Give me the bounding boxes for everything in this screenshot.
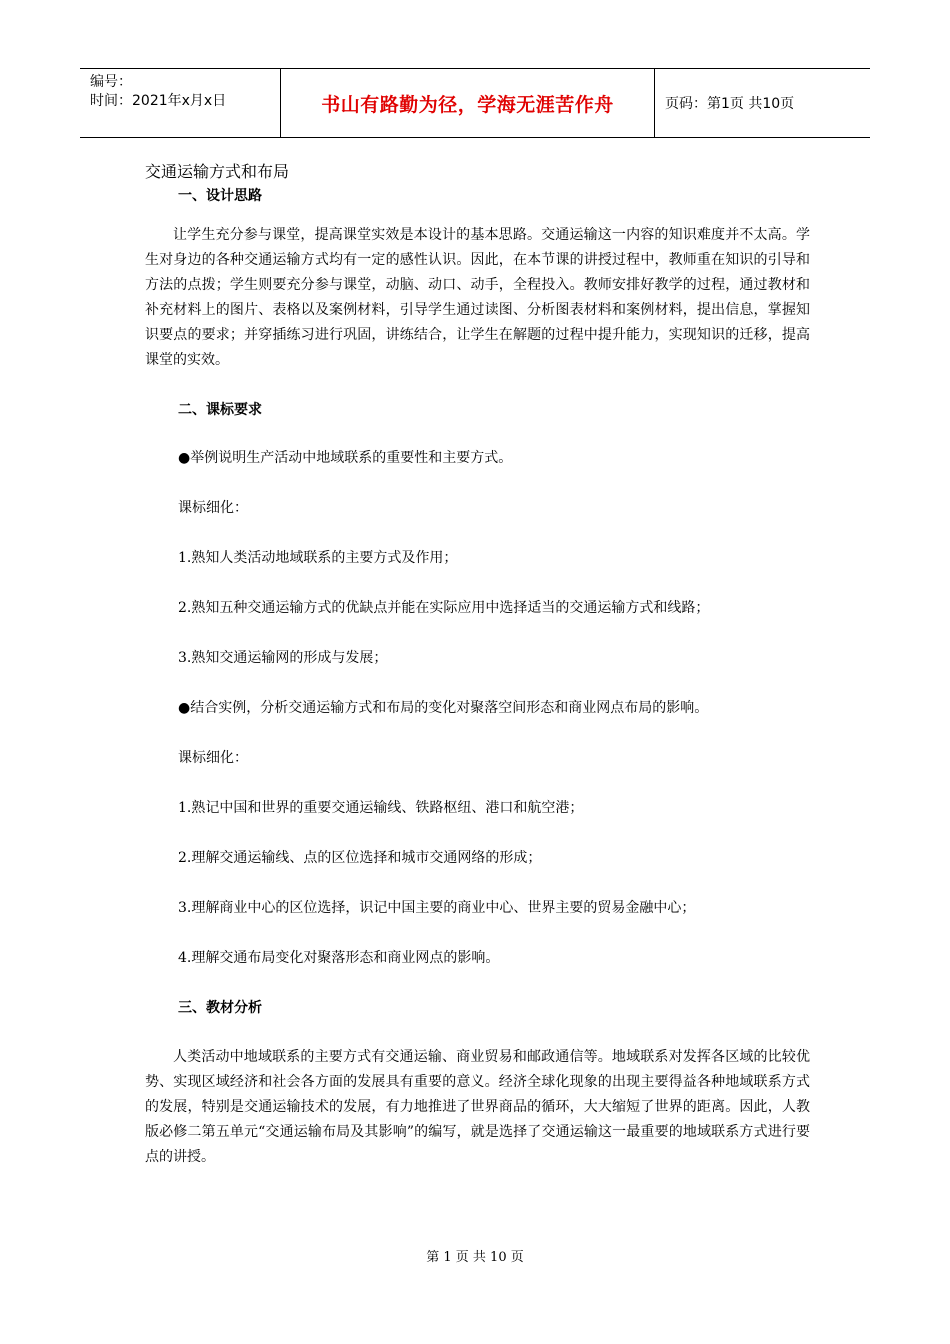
document-title: 交通运输方式和布局: [145, 162, 290, 181]
page-header: [80, 68, 870, 138]
detail-label-2: 课标细化：: [178, 750, 248, 766]
section-paragraph-textbook: 人类活动中地域联系的主要方式有交通运输、商业贸易和邮政通信等。地域联系对发挥各区域的比较优势、实现区域经济和社会各方面的发展具有重要的意义。经济全球化现象的出现主要得益各种地域联系方式的发展，特别是交通运输技术的发展，有力地推进了世界商品的循环，大大缩短了世界的距离。因此，人教版必修二第五单元“交通运输布局及其影响”的编写，就是选择了交通运输这一最重要的地域联系方式进行要点的讲授。: [145, 1049, 810, 1165]
list-item: 2.熟知五种交通运输方式的优缺点并能在实际应用中选择适当的交通运输方式和线路；: [178, 600, 710, 616]
list-item: 2.理解交通运输线、点的区位选择和城市交通网络的形成；: [178, 850, 542, 866]
header-page-info: [655, 69, 870, 137]
list-item: 1.熟知人类活动地域联系的主要方式及作用；: [178, 550, 458, 566]
standard-requirement-1: ●举例说明生产活动中地域联系的重要性和主要方式。: [178, 450, 513, 466]
list-item: 1.熟记中国和世界的重要交通运输线、铁路枢纽、港口和航空港；: [178, 800, 584, 816]
section-heading-standards: 二、课标要求: [178, 402, 262, 418]
header-motto: 书山有路勤为径，学海无涯苦作舟: [321, 93, 614, 116]
list-item: 4.理解交通布局变化对聚落形态和商业网点的影响。: [178, 950, 500, 966]
document-body: [145, 160, 810, 1170]
header-motto-cell: [280, 69, 655, 137]
page-counter: 页码：第1页 共10页: [665, 96, 795, 112]
detail-label-1: 课标细化：: [178, 500, 248, 516]
document-date: 时间：2021年x月x日: [90, 93, 227, 109]
section-paragraph-design: 让学生充分参与课堂，提高课堂实效是本设计的基本思路。交通运输这一内容的知识难度并不太高。学生对身边的各种交通运输方式均有一定的感性认识。因此，在本节课的讲授过程中，教师重在知识的引导和方法的点拨；学生则要充分参与课堂，动脑、动口、动手，全程投入。教师安排好教学的过程，通过教材和补充材料上的图片、表格以及案例材料，引导学生通过读图、分析图表材料和案例材料，提出信息，掌握知识要点的要求；并穿插练习进行巩固，讲练结合，让学生在解题的过程中提升能力，实现知识的迁移，提高课堂的实效。: [145, 227, 810, 368]
list-item: 3.理解商业中心的区位选择，识记中国主要的商业中心、世界主要的贸易金融中心；: [178, 900, 696, 916]
header-meta: [80, 69, 280, 137]
page-footer: 第 1 页 共 10 页: [426, 1250, 524, 1265]
standard-requirement-2: ●结合实例，分析交通运输方式和布局的变化对聚落空间形态和商业网点布局的影响。: [178, 700, 709, 716]
section-heading-design: 一、设计思路: [178, 188, 262, 204]
list-item: 3.熟知交通运输网的形成与发展；: [178, 650, 388, 666]
section-heading-textbook: 三、教材分析: [178, 1000, 262, 1016]
document-number: 编号：: [90, 74, 132, 90]
